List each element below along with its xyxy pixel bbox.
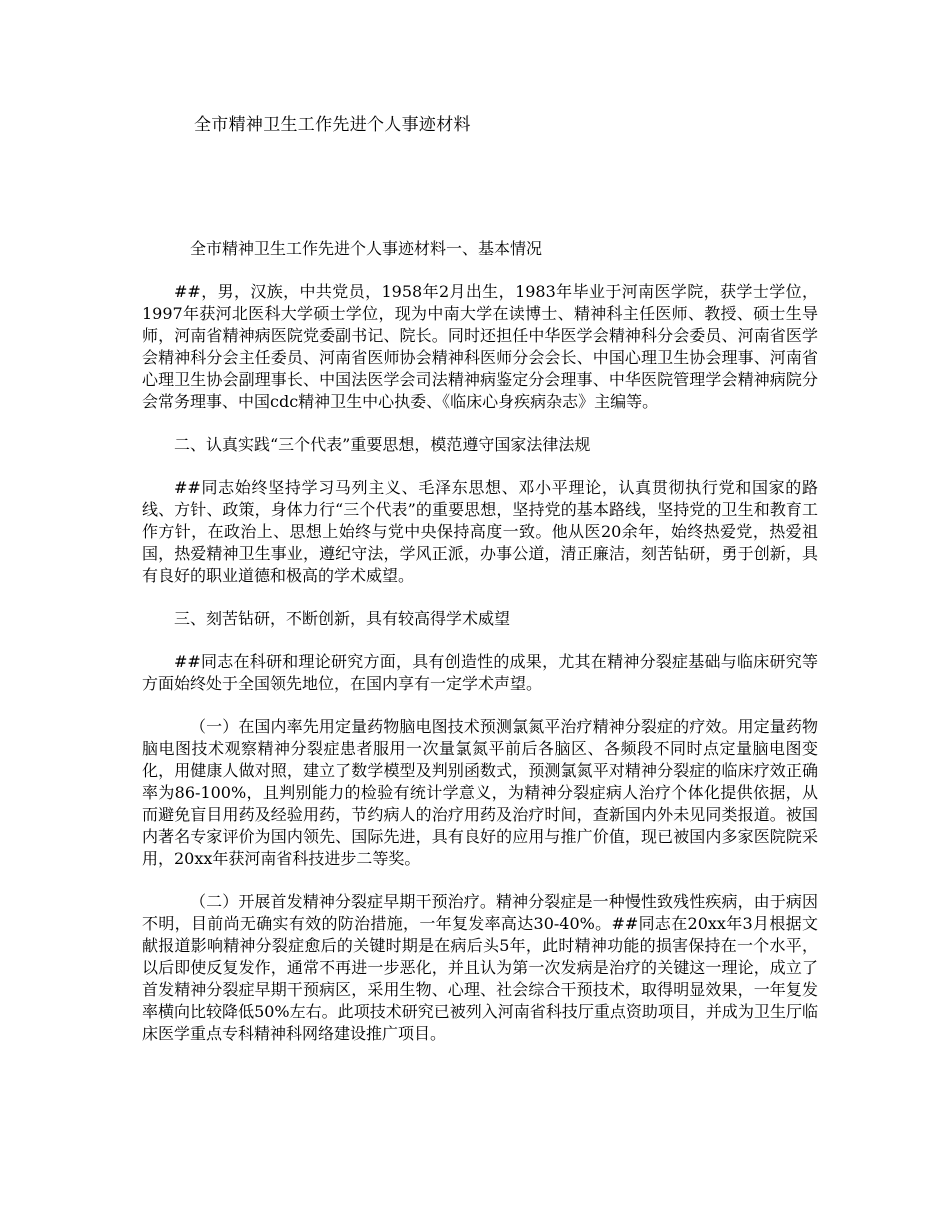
paragraph-research-item-1: （一）在国内率先用定量药物脑电图技术预测氯氮平治疗精神分裂症的疗效。用定量药物脑电图技术观察精神分裂症患者服用一次量氯氮平前后各脑区、各频段不同时点定量脑电图变化，用健康人做对照，建立了数学模型及判别函数式，预测氯氮平对精神分裂症的临床疗效正确率为86-100%，且判别能力的检验有统计学意义，为精神分裂症病人治疗个体化提供依据，从而避免盲目用药及经验用药，节约病人的治疗用药及治疗时间，查新国内外未见同类报道。被国内著名专家评价为国内领先、国际先进，具有良好的应用与推广价值，现已被国内多家医院院采用，20xx年获河南省科技进步二等奖。 [142, 717, 818, 868]
section-heading-basic-info: 全市精神卫生工作先进个人事迹材料一、基本情况 [190, 239, 543, 258]
section-heading-three-represents: 二、认真实践“三个代表”重要思想，模范遵守国家法律法规 [174, 435, 591, 454]
paragraph-research-overview: ##同志在科研和理论研究方面，具有创造性的成果，尤其在精神分裂症基础与临床研究等方面始终处于全国领先地位，在国内享有一定学术声望。 [142, 652, 818, 693]
document-title: 全市精神卫生工作先进个人事迹材料 [194, 115, 471, 135]
section-heading-research: 三、刻苦钻研，不断创新，具有较高得学术威望 [174, 609, 511, 628]
document-body [142, 238, 818, 1066]
paragraph-political: ##同志始终坚持学习马列主义、毛泽东思想、邓小平理论，认真贯彻执行党和国家的路线、方针、政策，身体力行“三个代表”的重要思想，坚持党的基本路线，坚持党的卫生和教育工作方针，在政治上、思想上始终与党中央保持高度一致。他从医20余年，始终热爱党，热爱祖国，热爱精神卫生事业，遵纪守法，学风正派，办事公道，清正廉洁，刻苦钻研，勇于创新，具有良好的职业道德和极高的学术威望。 [142, 478, 818, 585]
paragraph-basic-info: ##，男，汉族，中共党员，1958年2月出生，1983年毕业于河南医学院，获学士学位，1997年获河北医科大学硕士学位，现为中南大学在读博士、精神科主任医师、教授、硕士生导师，河南省精神病医院党委副书记、院长。同时还担任中华医学会精神科分会委员、河南省医学会精神科分会主任委员、河南省医师协会精神科医师分会会长、中国心理卫生协会理事、河南省心理卫生协会副理事长、中国法医学会司法精神病鉴定分会理事、中华医院管理学会精神病院分会常务理事、中国cdc精神卫生中心执委、《临床心身疾病杂志》主编等。 [142, 282, 818, 411]
paragraph-research-item-2: （二）开展首发精神分裂症早期干预治疗。精神分裂症是一种慢性致残性疾病，由于病因不明，目前尚无确实有效的防治措施，一年复发率高达30-40%。##同志在20xx年3月根据文献报道影响精神分裂症愈后的关键时期是在病后头5年，此时精神功能的损害保持在一个水平，以后即使反复发作，通常不再进一步恶化，并且认为第一次发病是治疗的关键这一理论，成立了首发精神分裂症早期干预病区，采用生物、心理、社会综合干预技术，取得明显效果，一年复发率横向比较降低50%左右。此项技术研究已被列入河南省科技厅重点资助项目，并成为卫生厅临床医学重点专科精神科网络建设推广项目。 [142, 892, 818, 1043]
